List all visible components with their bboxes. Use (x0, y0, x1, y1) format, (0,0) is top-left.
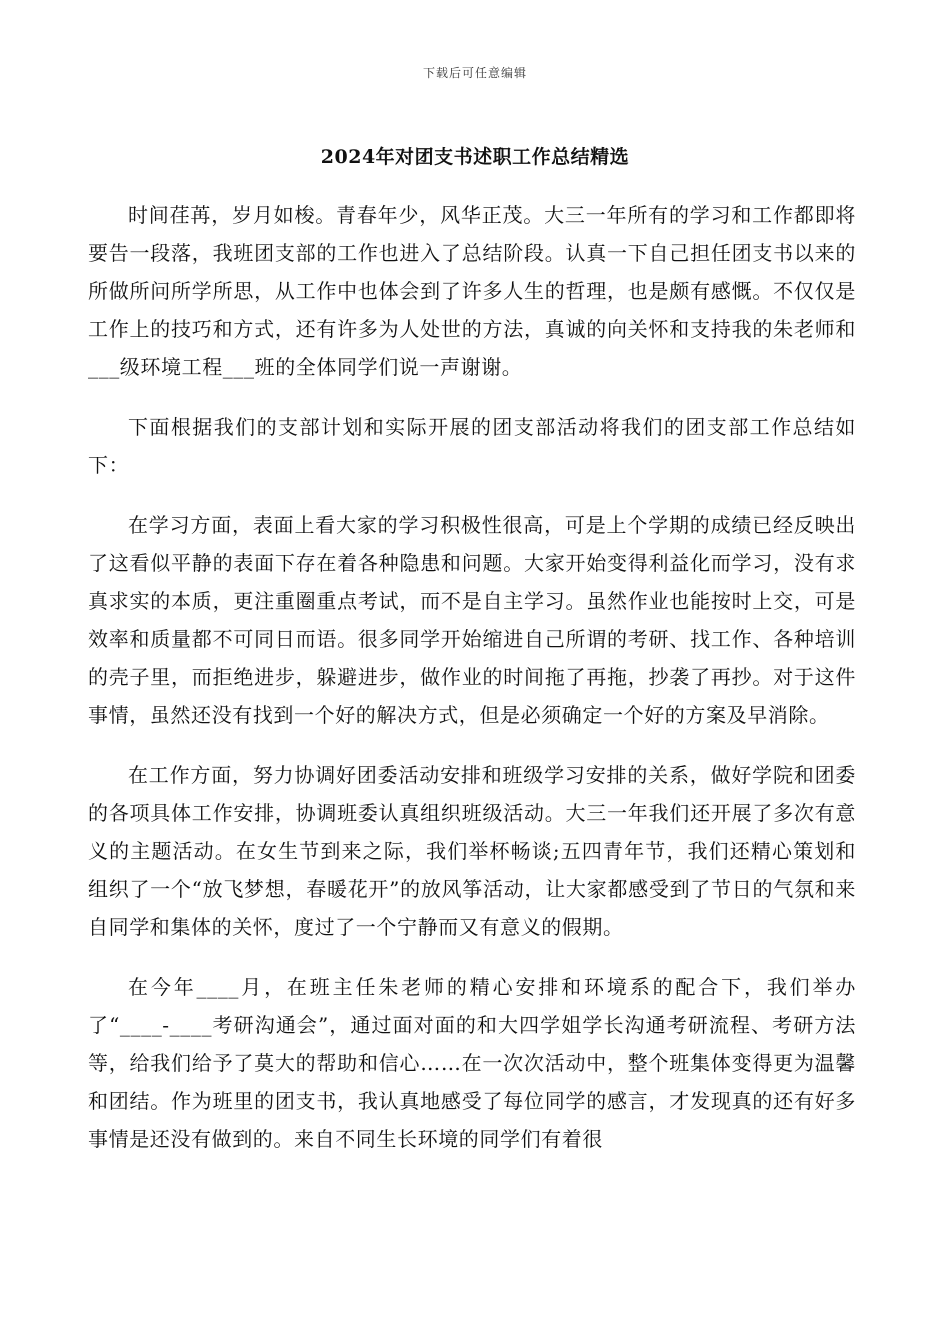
paragraph-study: 在学习方面，表面上看大家的学习积极性很高，可是上个学期的成绩已经反映出了这看似平静的表面下存在着各种隐患和问题。大家开始变得利益化而学习，没有求真求实的本质，更注重圈重点考试，而不是自主学习。虽然作业也能按时上交，可是效率和质量都不可同日而语。很多同学开始缩进自己所谓的考研、找工作、各种培训的壳子里，而拒绝进步，躲避进步，做作业的时间拖了再拖，抄袭了再抄。对于这件事情，虽然还没有找到一个好的解决方式，但是必须确定一个好的方案及早消除。 (88, 513, 856, 727)
paragraph-overview: 下面根据我们的支部计划和实际开展的团支部活动将我们的团支部工作总结如下： (88, 415, 856, 477)
paragraph-work: 在工作方面，努力协调好团委活动安排和班级学习安排的关系，做好学院和团委的各项具体工作安排，协调班委认真组织班级活动。大三一年我们还开展了多次有意义的主题活动。在女生节到来之际，我们举杯畅谈;五四青年节，我们还精心策划和组织了一个“放飞梦想，春暖花开”的放风筝活动，让大家都感受到了节日的气氛和来自同学和集体的关怀，度过了一个宁静而又有意义的假期。 (88, 763, 856, 939)
page-header-note: 下载后可任意编辑 (422, 66, 527, 80)
paragraph-activities: 在今年____月，在班主任朱老师的精心安排和环境系的配合下，我们举办了“____-____考研沟通会”，通过面对面的和大四学姐学长沟通考研流程、考研方法等，给我们给予了莫大的帮助和信心……在一次次活动中，整个班集体变得更为温馨和团结。作为班里的团支书，我认真地感受了每位同学的感言，才发现真的还有好多事情是还没有做到的。来自不同生长环境的同学们有着很 (88, 975, 856, 1151)
document-body (88, 196, 856, 1180)
document-title: 2024年对团支书述职工作总结精选 (320, 146, 630, 168)
paragraph-intro: 时间荏苒，岁月如梭。青春年少，风华正茂。大三一年所有的学习和工作都即将要告一段落，我班团支部的工作也进入了总结阶段。认真一下自己担任团支书以来的所做所问所学所思，从工作中也体会到了许多人生的哲理，也是颇有感慨。不仅仅是工作上的技巧和方式，还有许多为人处世的方法，真诚的向关怀和支持我的朱老师和___级环境工程___班的全体同学们说一声谢谢。 (88, 203, 856, 379)
